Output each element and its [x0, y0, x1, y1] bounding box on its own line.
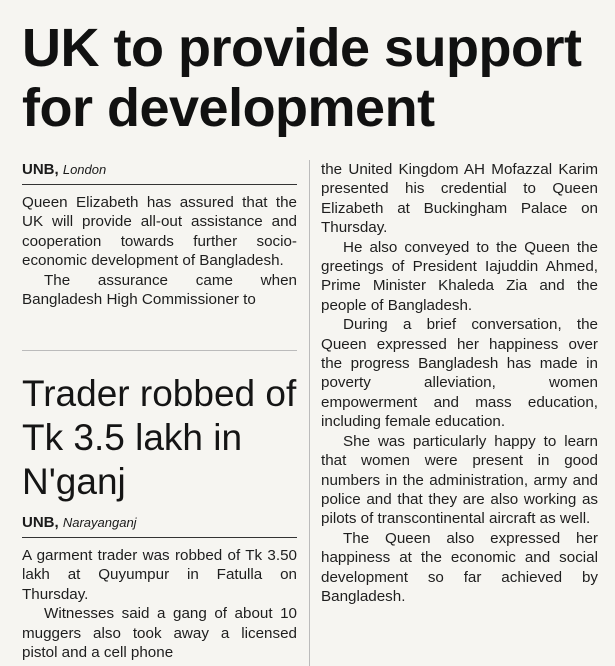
column-divider	[309, 160, 310, 666]
story1-byline	[22, 160, 297, 185]
paragraph: Witnesses said a gang of about 10 muggers also took away a licensed pistol and a cell phone	[22, 605, 297, 662]
story1-left-column	[22, 160, 297, 309]
byline-agency: UNB,	[22, 161, 59, 178]
byline-agency: UNB,	[22, 514, 59, 531]
story-headline-uk-support: UK to provide support for development	[22, 18, 582, 138]
paragraph: She was particularly happy to learn that women were present in good numbers in the administration, army and police and that they are also working as pilots of transcontinental aircraft as well.	[321, 432, 598, 528]
story-headline-trader-robbed: Trader robbed of Tk 3.5 lakh in N'ganj	[22, 373, 297, 502]
story1-body-right	[321, 160, 598, 606]
paragraph: The assurance came when Bangladesh High Commissioner to	[22, 271, 297, 309]
story2-body	[22, 546, 297, 662]
story2-byline	[22, 513, 297, 538]
story1-body-left	[22, 193, 297, 309]
paragraph: A garment trader was robbed of Tk 3.50 lakh at Quyumpur in Fatulla on Thursday.	[22, 547, 297, 603]
story2-column	[22, 513, 297, 662]
story1-right-column	[321, 160, 598, 606]
paragraph: The Queen also expressed her happiness at the economic and social development so far achieved by Bangladesh.	[321, 529, 598, 605]
story-separator	[22, 350, 297, 351]
paragraph: Queen Elizabeth has assured that the UK will provide all-out assistance and cooperation towards further socio-economic development of Bangladesh.	[22, 194, 297, 270]
paragraph: He also conveyed to the Queen the greetings of President Iajuddin Ahmed, Prime Minister Khaleda Zia and the people of Bangladesh.	[321, 238, 598, 314]
paragraph: During a brief conversation, the Queen expressed her happiness over the progress Bangladesh has made in poverty alleviation, women empowerment and mass education, including female education.	[321, 316, 598, 431]
byline-place: London	[62, 162, 107, 177]
byline-place: Narayanganj	[62, 515, 137, 530]
paragraph: the United Kingdom AH Mofazzal Karim presented his credential to Queen Elizabeth at Buckingham Palace on Thursday.	[321, 161, 598, 237]
